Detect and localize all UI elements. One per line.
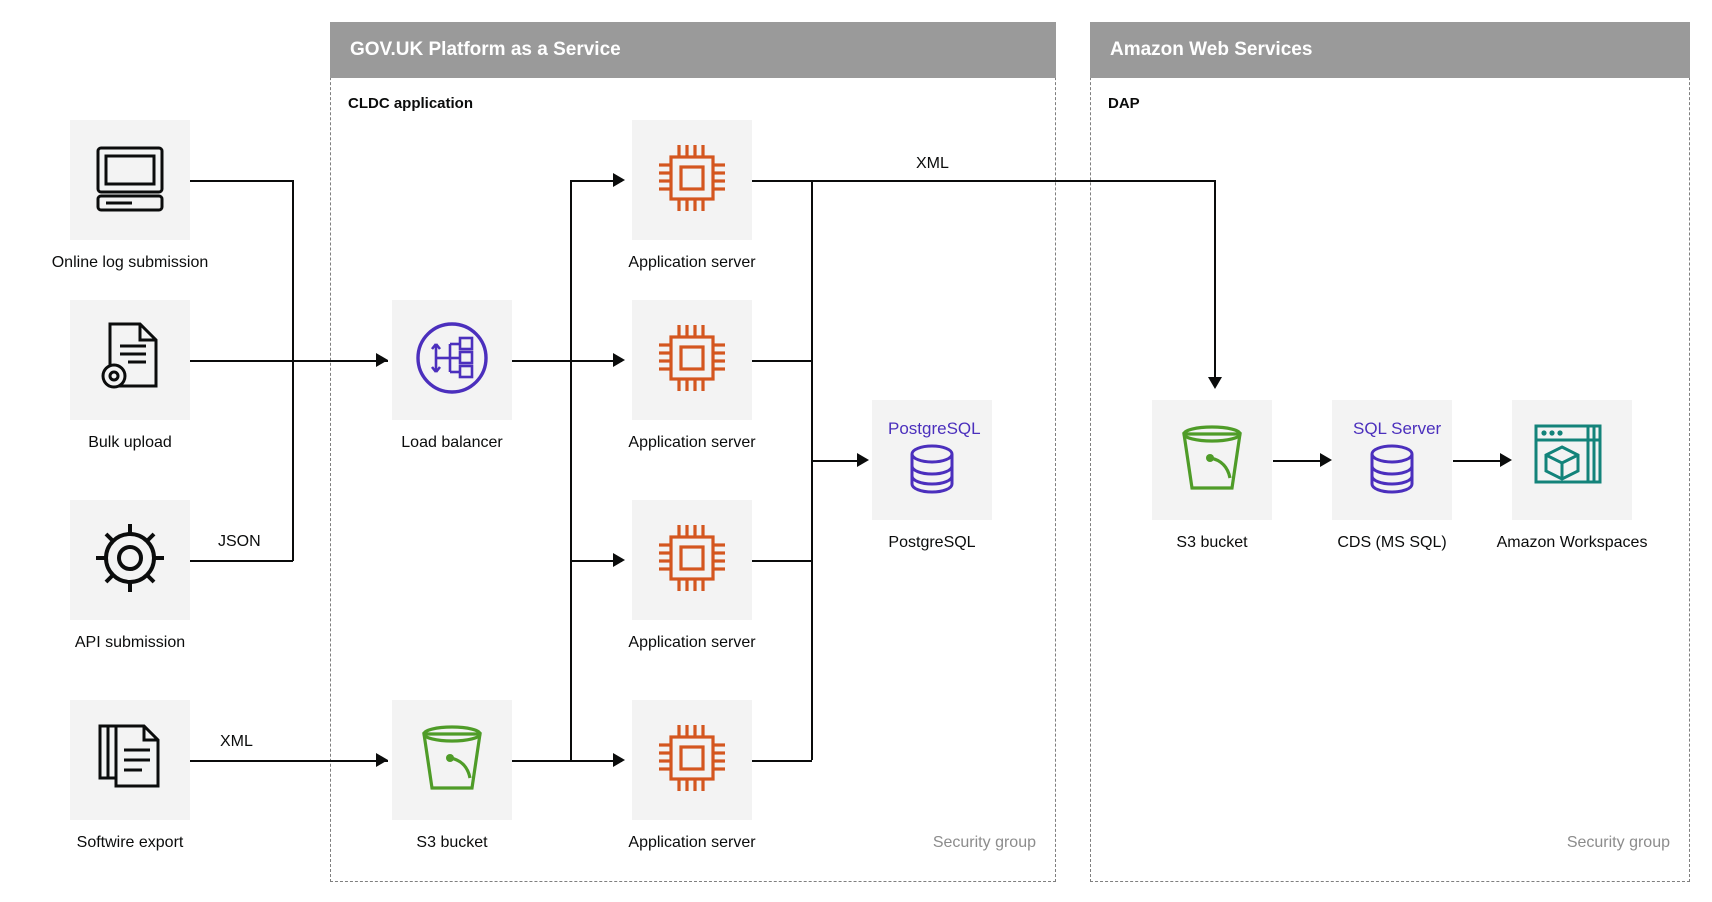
- edge-api-submission-to-bus: [190, 560, 293, 562]
- edge-bus-vertical-left: [292, 180, 294, 360]
- node-bulk-upload[interactable]: [70, 300, 190, 420]
- edge-bulk-upload-to-load-balancer: [190, 360, 388, 362]
- amazon-workspaces-icon: [1526, 414, 1618, 507]
- document-upload-icon: [88, 316, 172, 405]
- desktop-computer-icon: [88, 136, 172, 225]
- s3-bucket-icon: [1168, 414, 1256, 507]
- group-govuk-paas-title: GOV.UK Platform as a Service: [350, 39, 621, 60]
- node-api-submission[interactable]: [70, 500, 190, 620]
- node-load-balancer[interactable]: [392, 300, 512, 420]
- node-label-online-log-submission: Online log submission: [51, 254, 209, 271]
- node-softwire-export[interactable]: [70, 700, 190, 820]
- arrow-into-cds: [1320, 453, 1332, 467]
- node-postgresql[interactable]: [872, 400, 992, 520]
- node-application-server-2[interactable]: [632, 300, 752, 420]
- sql-server-database-icon: [1340, 408, 1444, 513]
- edge-online-log-to-bus: [190, 180, 293, 182]
- node-label-postgresql: PostgreSQL: [888, 534, 976, 551]
- group-aws-header: [1090, 22, 1690, 78]
- node-amazon-workspaces[interactable]: [1512, 400, 1632, 520]
- svg-text:PostgreSQL: PostgreSQL: [888, 418, 981, 438]
- edge-s3-paas-to-appserver-4: [512, 760, 570, 762]
- edge-bus-vertical-left-lower: [292, 360, 294, 561]
- arrow-into-appserver-4: [613, 753, 625, 767]
- arrow-into-s3-paas: [376, 753, 388, 767]
- edge-appserver-3-to-collector: [752, 560, 812, 562]
- node-label-cds-ms-sql: CDS (MS SQL): [1337, 534, 1447, 551]
- group-govuk-paas-header: [330, 22, 1056, 78]
- cpu-chip-icon: [649, 715, 735, 806]
- node-application-server-4[interactable]: [632, 700, 752, 820]
- node-label-softwire-export: Softwire export: [76, 834, 184, 851]
- node-s3-bucket-dap[interactable]: [1152, 400, 1272, 520]
- arrow-into-appserver-1: [613, 173, 625, 187]
- edge-cds-to-workspaces: [1453, 460, 1505, 462]
- edge-label-softwire-xml: XML: [216, 733, 257, 751]
- node-application-server-3[interactable]: [632, 500, 752, 620]
- node-s3-bucket-paas[interactable]: [392, 700, 512, 820]
- arrow-into-appserver-2: [613, 353, 625, 367]
- node-label-api-submission: API submission: [74, 634, 186, 651]
- group-aws-title: Amazon Web Services: [1110, 39, 1313, 60]
- edge-appserver-xml-vertical: [1214, 180, 1216, 378]
- postgresql-database-icon: [880, 408, 984, 513]
- cpu-chip-icon: [649, 515, 735, 606]
- cpu-chip-icon: [649, 315, 735, 406]
- node-label-bulk-upload: Bulk upload: [88, 434, 172, 451]
- group-aws-sublabel: DAP: [1108, 95, 1140, 112]
- node-label-application-server-1: Application server: [628, 254, 756, 271]
- arrow-into-postgresql: [857, 453, 869, 467]
- node-label-application-server-2: Application server: [628, 434, 756, 451]
- group-govuk-paas-sublabel: CLDC application: [348, 95, 474, 112]
- edge-softwire-to-s3: [190, 760, 388, 762]
- edge-label-api-json: JSON: [214, 533, 265, 551]
- arrow-into-workspaces: [1500, 453, 1512, 467]
- group-aws-security-label: Security group: [1566, 834, 1670, 851]
- node-label-application-server-3: Application server: [628, 634, 756, 651]
- node-label-s3-bucket-dap: S3 bucket: [1176, 534, 1248, 551]
- node-label-application-server-4: Application server: [628, 834, 756, 851]
- node-label-load-balancer: Load balancer: [401, 434, 503, 451]
- node-label-s3-bucket-paas: S3 bucket: [416, 834, 488, 851]
- svg-text:SQL Server: SQL Server: [1353, 418, 1442, 438]
- cpu-chip-icon: [649, 135, 735, 226]
- edge-appserver-xml-horizontal: [811, 180, 1216, 182]
- node-label-amazon-workspaces: Amazon Workspaces: [1496, 534, 1648, 551]
- edge-appserver-2-to-collector: [752, 360, 812, 362]
- group-govuk-paas-security-label: Security group: [932, 834, 1036, 851]
- node-online-log-submission[interactable]: [70, 120, 190, 240]
- s3-bucket-icon: [408, 714, 496, 807]
- load-balancer-icon: [406, 312, 498, 409]
- edge-s3-dap-to-cds: [1273, 460, 1325, 462]
- edge-appserver-4-to-collector: [752, 760, 812, 762]
- edge-collector-to-postgresql: [811, 460, 863, 462]
- gear-icon: [88, 516, 172, 605]
- node-application-server-1[interactable]: [632, 120, 752, 240]
- arrow-into-load-balancer: [376, 353, 388, 367]
- arrow-into-appserver-3: [613, 553, 625, 567]
- arrow-into-s3-dap: [1208, 377, 1222, 389]
- node-cds-ms-sql[interactable]: [1332, 400, 1452, 520]
- edge-label-appserver-xml: XML: [912, 155, 953, 173]
- edge-appserver-1-to-collector: [752, 180, 812, 182]
- documents-stack-icon: [88, 716, 172, 805]
